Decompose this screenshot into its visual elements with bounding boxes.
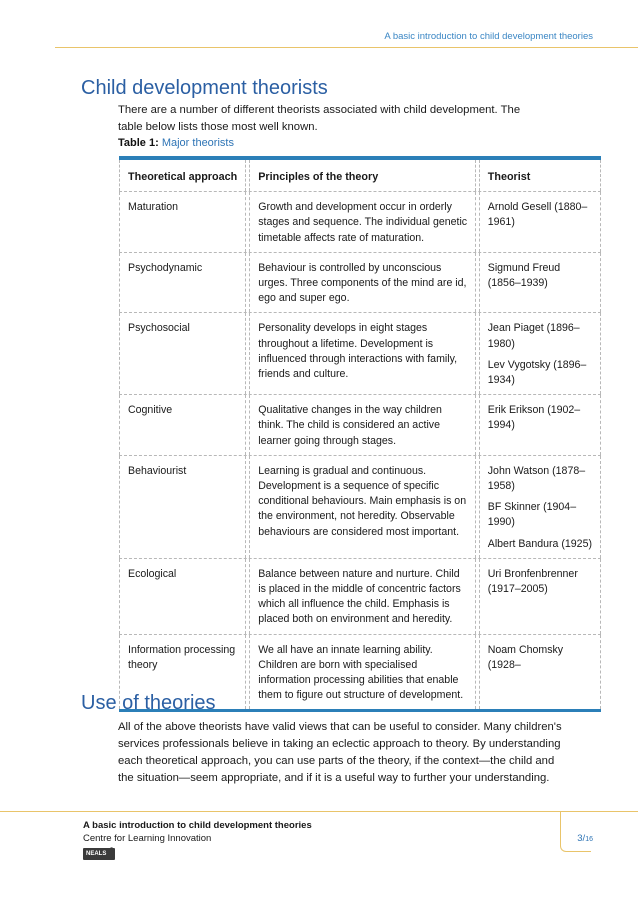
theorist-name: Albert Bandura (1925): [487, 537, 592, 550]
page-number: [577, 833, 593, 844]
cell-approach: Psychodynamic: [119, 253, 246, 313]
header-approach: Theoretical approach: [119, 160, 246, 191]
cell-theorist: [479, 313, 601, 394]
header-rule: [55, 47, 638, 48]
theorist-name: BF Skinner (1904–1990): [487, 501, 577, 529]
footer-title: A basic introduction to child development theories: [83, 820, 312, 831]
cell-principles: We all have an innate learning ability. Children are born with specialised information processing abilities that enable them to figure out structure of development.: [249, 635, 476, 710]
use-of-theories-paragraph: All of the above theorists have valid views that can be useful to consider. Many children's services professionals believe in taking an eclectic approach to theory. By understanding each theoretical approach, you can use parts of the theory, if the context—the child and the situation—seem appropriate, and if it is a useful way to further your understanding.: [118, 721, 562, 784]
cell-theorist: [479, 395, 601, 455]
cell-principles: Personality develops in eight stages throughout a lifetime. Development is influenced through interactions with family, friends and culture.: [249, 313, 476, 394]
table-row: [119, 192, 601, 253]
running-header: A basic introduction to child development theories: [384, 31, 593, 42]
cell-principles: Learning is gradual and continuous. Development is a sequence of specific conditional behaviours. Main emphasis is on the environment, not heredity. Observable behaviours are considered most important.: [249, 456, 476, 558]
page-current: 3/: [577, 833, 586, 844]
cell-theorist: [479, 253, 601, 313]
cell-theorist: [479, 192, 601, 252]
cell-principles: Balance between nature and nurture. Child is placed in the middle of concentric factors which all influence the child. Emphasis is placed both on environment and heredity.: [249, 559, 476, 634]
page-total: 16: [585, 836, 593, 843]
footer-corner-decoration: [560, 811, 591, 852]
cell-approach: Behaviourist: [119, 456, 246, 558]
theorist-name: Erik Erikson (1902–1994): [487, 404, 581, 432]
theorist-name: Noam Chomsky (1928–: [487, 643, 564, 671]
cell-approach: Ecological: [119, 559, 246, 634]
table-caption: [118, 137, 234, 149]
intro-paragraph: [118, 102, 558, 136]
section-heading-use-of-theories: Use of theories: [81, 692, 216, 714]
cell-principles: Qualitative changes in the way children think. The child is considered an active learner going through stages.: [249, 395, 476, 455]
cell-theorist: [479, 456, 601, 558]
header-principles: Principles of the theory: [249, 160, 476, 191]
table-row: [119, 395, 601, 456]
cell-approach: Cognitive: [119, 395, 246, 455]
theorists-table: [119, 156, 601, 712]
intro-line-1: There are a number of different theorists associated with child development. The: [118, 104, 521, 116]
theorist-name: Lev Vygotsky (1896–1934): [487, 358, 587, 387]
theorist-name: Arnold Gesell (1880–1961): [487, 201, 588, 229]
theorist-name: John Watson (1878–1958): [487, 464, 586, 493]
neals-logo-mark-icon: [105, 846, 115, 860]
table-row: [119, 253, 601, 314]
intro-line-2: table below lists those most well known.: [118, 121, 318, 133]
table-header-row: [119, 160, 601, 192]
theorist-name: Uri Bronfenbrenner (1917–2005): [487, 567, 578, 596]
neals-logo: NEALS: [83, 848, 115, 860]
cell-approach: Maturation: [119, 192, 246, 252]
cell-approach: Information processing theory: [119, 635, 246, 710]
cell-theorist: [479, 559, 601, 634]
cell-theorist: [479, 635, 601, 710]
cell-approach: Psychosocial: [119, 313, 246, 394]
footer-organisation: Centre for Learning Innovation: [83, 833, 212, 844]
caption-text: Major theorists: [161, 137, 234, 149]
table-row: [119, 559, 601, 635]
table-row: [119, 456, 601, 559]
cell-principles: Behaviour is controlled by unconscious urges. Three components of the mind are id, ego and super ego.: [249, 253, 476, 313]
theorist-name: Jean Piaget (1896–1980): [487, 322, 580, 350]
header-theorist: Theorist: [479, 160, 601, 191]
footer-rule: [0, 811, 638, 812]
theorist-name: Sigmund Freud (1856–1939): [487, 261, 561, 290]
cell-principles: Growth and development occur in orderly stages and sequence. The individual genetic timetable affects rate of maturation.: [249, 192, 476, 252]
table-row: [119, 313, 601, 395]
caption-label: Table 1:: [118, 137, 159, 149]
section-heading-theorists: Child development theorists: [81, 77, 328, 99]
